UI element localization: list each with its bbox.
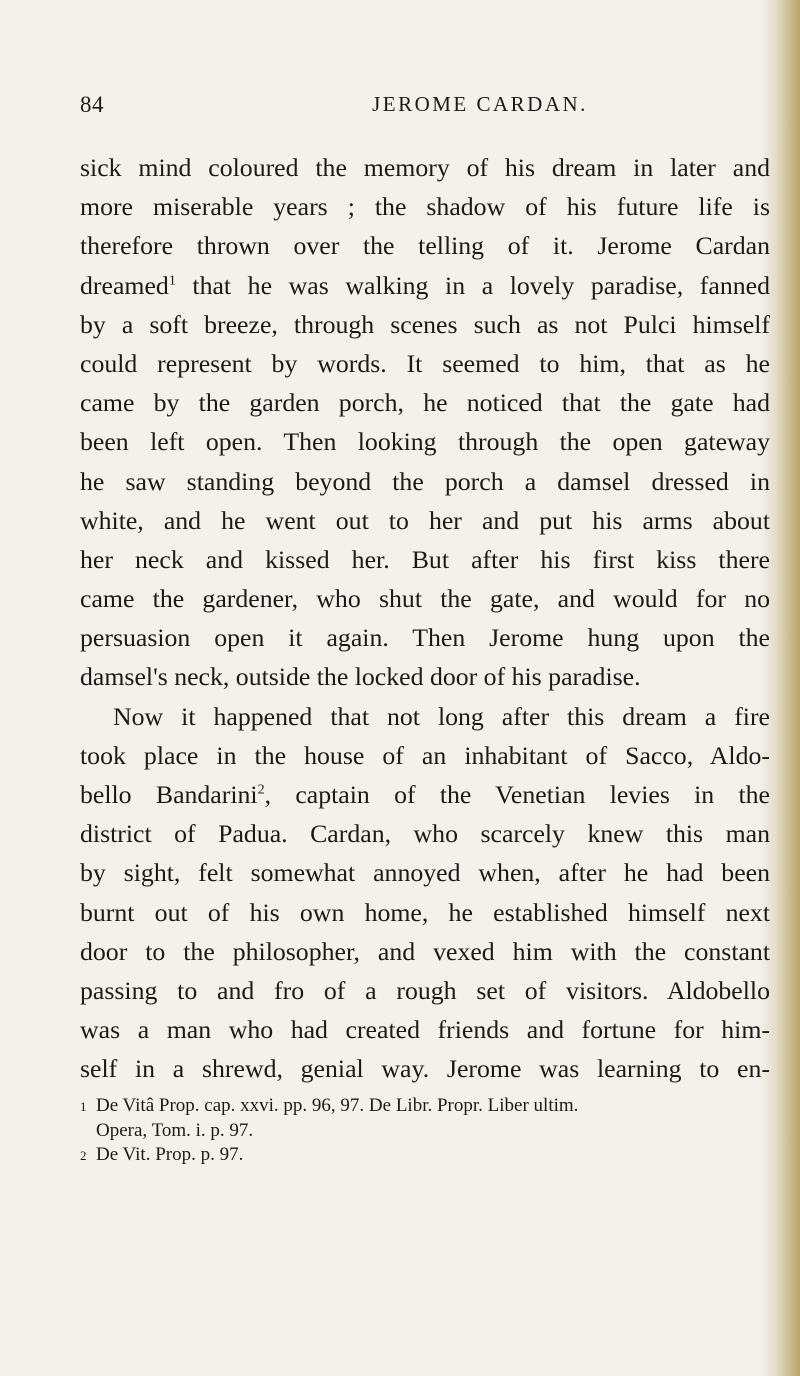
text-line: damsel's neck, outside the locked door of his paradise.: [80, 662, 641, 692]
text-line: sick mind coloured the memory of his dream in later and: [80, 153, 770, 182]
body-text: [80, 148, 770, 1089]
text-line: been left open. Then looking through the open gateway: [80, 427, 770, 457]
text-line: burnt out of his own home, he established himself next: [80, 897, 770, 927]
text-line: her neck and kissed her. But after his first kiss there: [80, 544, 770, 574]
text-line: persuasion open it again. Then Jerome hung upon the: [80, 623, 770, 653]
text-line: by a soft breeze, through scenes such as not Pulci himself: [80, 309, 770, 339]
footnote: [80, 1119, 770, 1143]
text-line: [80, 775, 770, 814]
text-line: was a man who had created friends and fortune for him-: [80, 1015, 770, 1045]
footnote-ref: 2: [257, 782, 265, 798]
text-line: district of Padua. Cardan, who scarcely knew this man: [80, 819, 770, 849]
page-number: 84: [80, 92, 104, 117]
text-line: took place in the house of an inhabitant of Sacco, Aldo-: [80, 740, 770, 770]
text-line: therefore thrown over the telling of it. Jerome Cardan: [80, 231, 770, 261]
footnotes: [80, 1094, 770, 1168]
text-fragment: bello Bandarini: [80, 780, 258, 809]
page-header: [80, 92, 760, 128]
footnote-text: De Vit. Prop. p. 97.: [96, 1144, 244, 1165]
footnote: [80, 1094, 770, 1119]
text-line: could represent by words. It seemed to him, that as he: [80, 348, 770, 378]
text-line: more miserable years ; the shadow of his future life is: [80, 192, 770, 222]
text-line: passing to and fro of a rough set of visitors. Aldobello: [80, 975, 770, 1005]
footnote-mark: 2: [80, 1148, 87, 1163]
footnote-ref: 1: [168, 272, 176, 288]
text-line: came by the garden porch, he noticed that the gate had: [80, 388, 770, 418]
running-head: JEROME CARDAN.: [372, 92, 588, 116]
text-line: he saw standing beyond the porch a damsel dressed in: [80, 466, 770, 496]
text-line: came the gardener, who shut the gate, and would for no: [80, 584, 770, 614]
footnote-text: Opera, Tom. i. p. 97.: [96, 1120, 254, 1141]
footnote-mark: 1: [80, 1099, 87, 1114]
text-line: self in a shrewd, genial way. Jerome was learning to en-: [80, 1054, 770, 1084]
footnote: [80, 1143, 770, 1168]
text-fragment: dreamed: [80, 270, 169, 300]
text-line: door to the philosopher, and vexed him with the constant: [80, 936, 770, 966]
footnote-text: De Vitâ Prop. cap. xxvi. pp. 96, 97. De Libr. Propr. Liber ultim.: [96, 1095, 579, 1116]
text-line: [80, 266, 770, 305]
text-line: Now it happened that not long after this dream a fire: [113, 701, 770, 731]
text-fragment: that he was walking in a lovely paradise, fanned: [175, 270, 770, 300]
text-line: by sight, felt somewhat annoyed when, after he had been: [80, 858, 770, 888]
text-fragment: , captain of the Venetian levies in the: [264, 780, 770, 809]
text-line: white, and he went out to her and put his arms about: [80, 505, 770, 535]
